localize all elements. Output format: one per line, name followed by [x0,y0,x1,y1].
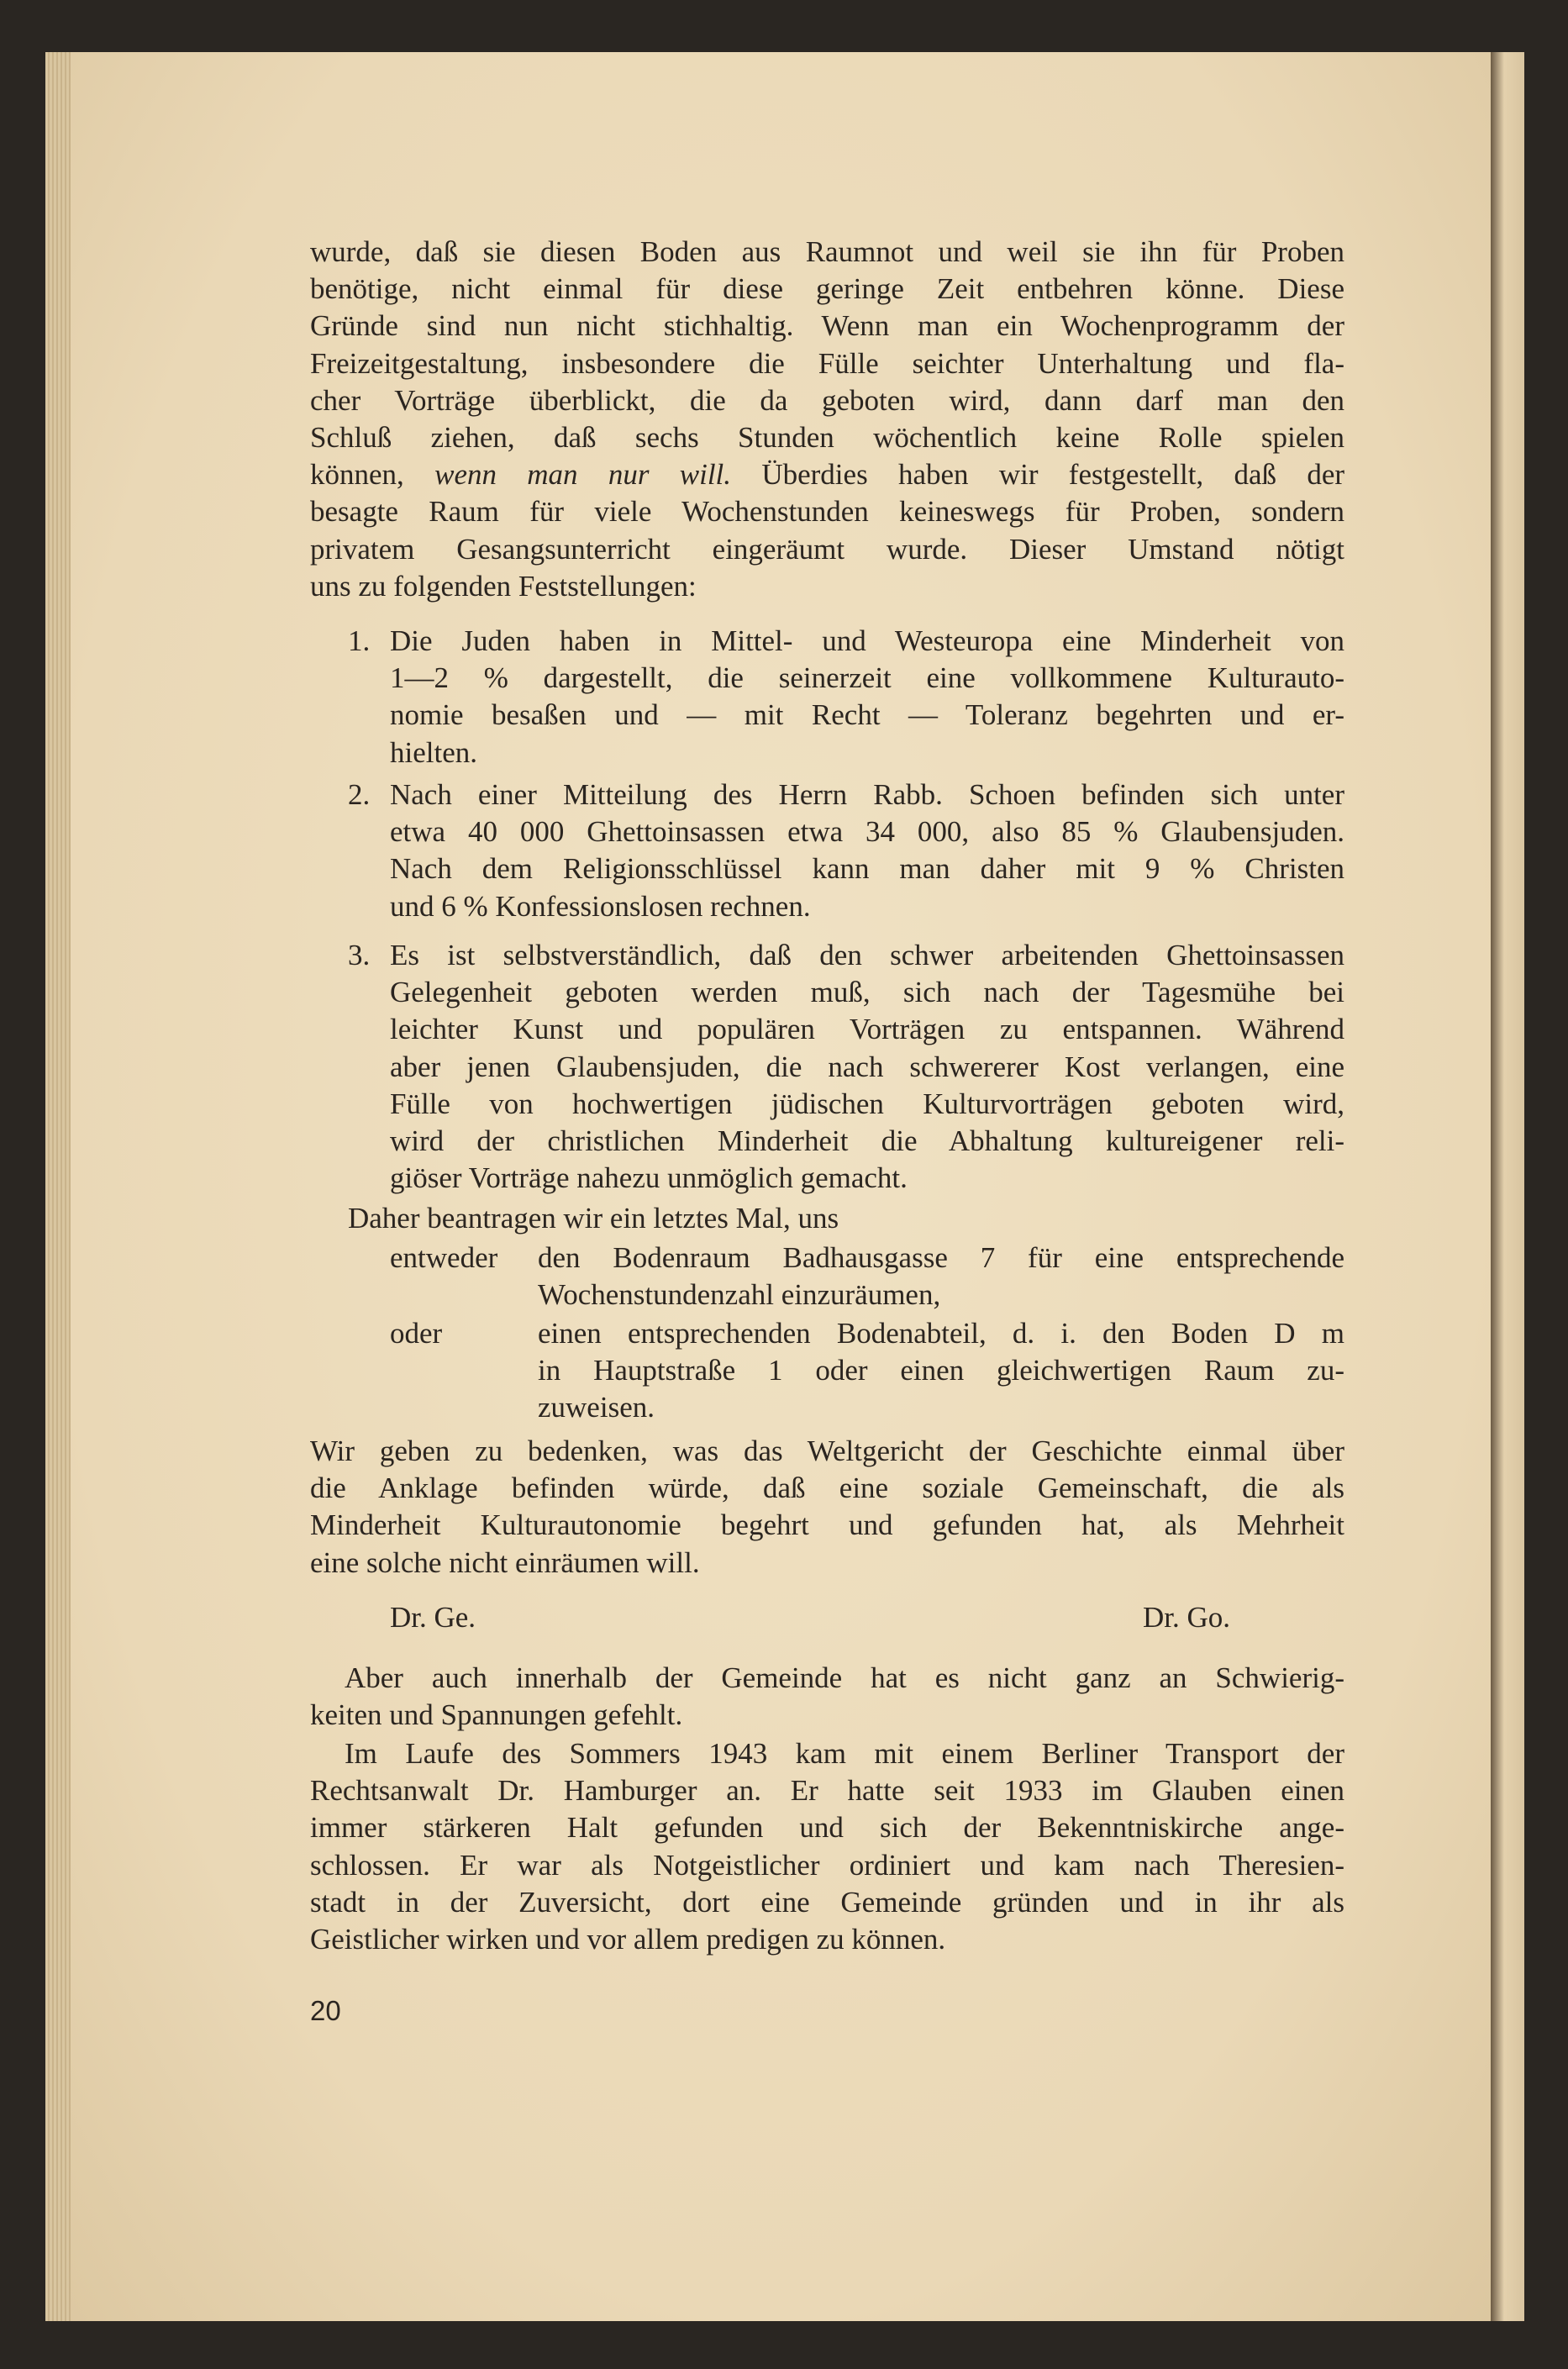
text-line: Im Laufe des Sommers 1943 kam mit einem Berliner Transport der [345,1737,1344,1770]
text-line: giöser Vorträge nahezu unmöglich gemacht. [390,1161,908,1195]
text-line: Die Juden haben in Mittel- und Westeuropa eine Minderheit von [390,624,1344,657]
signature-left: Dr. Ge. [390,1601,476,1634]
text-line: einen entsprechenden Bodenabteil, d. i. den Boden D m [538,1317,1344,1350]
text-line: die Anklage befinden würde, daß eine soziale Gemeinschaft, die als [310,1471,1344,1505]
text-line: wird der christlichen Minderheit die Abhaltung kultureigener reli- [390,1124,1344,1157]
text-line: Aber auch innerhalb der Gemeinde hat es nicht ganz an Schwierig- [345,1661,1344,1694]
page-edges [45,52,71,2321]
option-label: entweder [390,1241,498,1274]
text-line: schlossen. Er war als Notgeistlicher ordiniert und kam nach Theresien- [310,1848,1344,1882]
paragraph-1 [310,234,1344,605]
text-segment: können, [310,458,435,492]
paragraph-2 [310,1660,1344,1734]
text-line: benötige, nicht einmal für diese geringe Zeit entbehren könne. Diese [310,272,1344,306]
text-line: Schluß ziehen, daß sechs Stunden wöchentlich keine Rolle spielen [310,420,1344,454]
text-line [310,456,1344,493]
request-intro: Daher beantragen wir ein letztes Mal, uns [348,1202,839,1235]
text-line: Gründe sind nun nicht stichhaltig. Wenn man ein Wochenprogramm der [310,309,1344,343]
text-line: cher Vorträge überblickt, die da geboten wird, dann darf man den [310,383,1344,417]
text-line: nomie besaßen und — mit Recht — Toleranz begehrten und er- [390,698,1344,732]
text-line: 1—2 % dargestellt, die seinerzeit eine vollkommene Kulturauto- [390,661,1344,695]
text-line: leichter Kunst und populären Vorträgen zu entspannen. Während [390,1013,1344,1046]
list-item [390,623,1344,771]
list-item [390,937,1344,1197]
text-line: hielten. [390,735,477,769]
text-line: etwa 40 000 Ghettoinsassen etwa 34 000, also 85 % Glaubensjuden. [390,815,1344,849]
option-label: oder [390,1317,443,1350]
text-line: Wir geben zu bedenken, was das Weltgericht der Geschichte einmal über [310,1435,1344,1467]
page-number: 20 [310,1995,341,2026]
text-line: immer stärkeren Halt gefunden und sich der Bekenntniskirche ange- [310,1811,1344,1845]
text-line: aber jenen Glaubensjuden, die nach schwererer Kost verlangen, eine [390,1050,1344,1083]
paragraph-3 [310,1735,1344,1958]
text-line: Nach dem Religionsschlüssel kann man daher mit 9 % Christen [390,852,1344,886]
text-line: wurde, daß sie diesen Boden aus Raumnot und weil sie ihn für Proben [310,235,1344,268]
text-segment: Überdies haben wir festgestellt, daß der [731,458,1345,492]
text-line: in Hauptstraße 1 oder einen gleichwertigen Raum zu- [538,1354,1344,1387]
option-text [538,1240,1344,1313]
text-line: privatem Gesangsunterricht eingeräumt wurde. Dieser Umstand nötigt [310,532,1344,566]
list-number: 1. [348,624,371,657]
option-text [538,1315,1344,1427]
text-line: Wochenstundenzahl einzuräumen, [538,1278,941,1312]
text-line: Nach einer Mitteilung des Herrn Rabb. Schoen befinden sich unter [390,778,1344,811]
text-line: Minderheit Kulturautonomie begehrt und gefunden hat, als Mehrheit [310,1508,1344,1542]
text-line: Gelegenheit geboten werden muß, sich nach der Tagesmühe bei [390,976,1344,1009]
list-number: 3. [348,939,371,971]
text-line: eine solche nicht einräumen will. [310,1545,700,1579]
closing-paragraph [310,1433,1344,1582]
text-line: besagte Raum für viele Wochenstunden keineswegs für Proben, sondern [310,495,1344,529]
list-item [390,777,1344,925]
emphasis: wenn man nur will. [434,458,732,492]
text-line: und 6 % Konfessionslosen rechnen. [390,889,811,923]
text-line: den Bodenraum Badhausgasse 7 für eine entsprechende [538,1241,1344,1274]
text-line: keiten und Spannungen gefehlt. [310,1698,683,1732]
text-line: Es ist selbstverständlich, daß den schwer arbeitenden Ghettoinsassen [390,939,1344,971]
text-line: Geistlicher wirken und vor allem predigen zu können. [310,1922,946,1956]
signature-right: Dr. Go. [1143,1601,1231,1634]
text-line: Fülle von hochwertigen jüdischen Kulturvorträgen geboten wird, [390,1087,1344,1120]
text-line: stadt in der Zuversicht, dort eine Gemeinde gründen und in ihr als [310,1885,1344,1919]
text-line: Rechtsanwalt Dr. Hamburger an. Er hatte seit 1933 im Glauben einen [310,1774,1344,1808]
list-number: 2. [348,778,371,811]
text-line: zuweisen. [538,1391,655,1424]
text-line: uns zu folgenden Feststellungen: [310,569,697,603]
text-line: Freizeitgestaltung, insbesondere die Fülle seichter Unterhaltung und fla- [310,346,1344,380]
book-gutter [1491,52,1524,2321]
